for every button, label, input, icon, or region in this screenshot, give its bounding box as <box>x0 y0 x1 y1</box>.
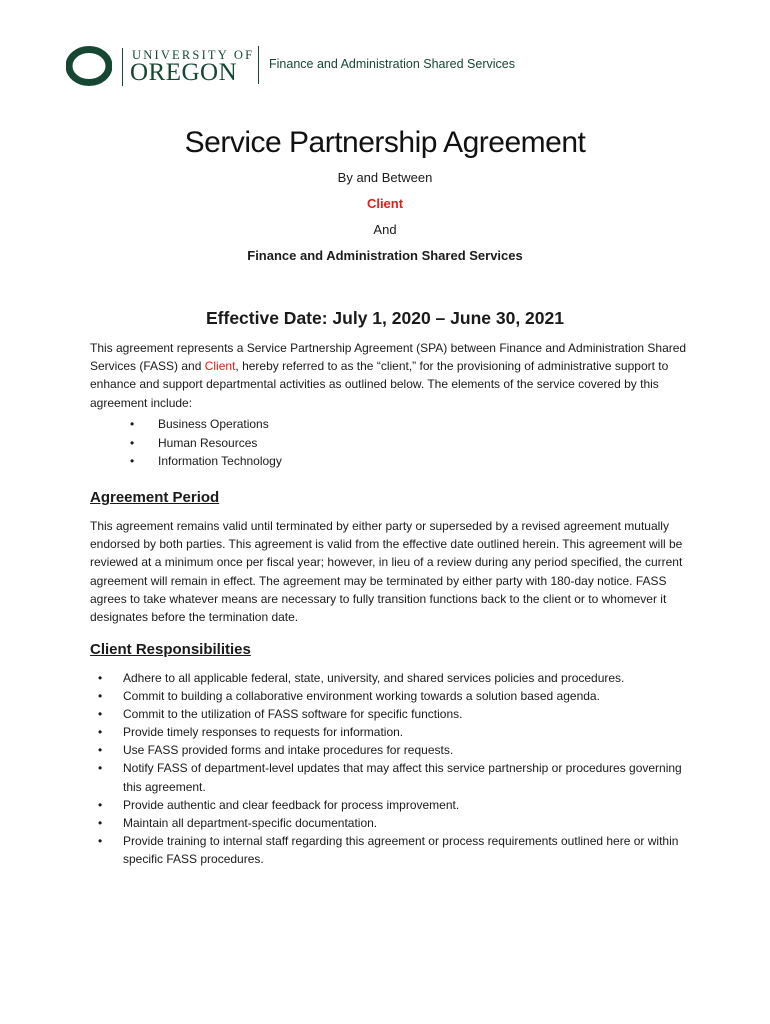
intro-text: This agreement represents a Service Partnership Agreement (SPA) between Finance and Administration Shared Services (FASS) and <box>90 341 687 374</box>
list-item: • Provide authentic and clear feedback for process improvement. <box>96 796 696 814</box>
oregon-wordmark: OREGON <box>130 59 238 86</box>
intro-text: , hereby referred to as the “client,” for the provisioning of administrative support to enhance and support departmental activities as outlined below. The elements of the service covered by this agreement include: <box>90 359 669 410</box>
list-item: • Commit to building a collaborative environment working towards a solution based agenda. <box>96 687 696 705</box>
list-item: • Maintain all department-specific documentation. <box>96 814 696 832</box>
list-item: • Use FASS provided forms and intake procedures for requests. <box>96 741 696 759</box>
and-text: And <box>373 222 397 237</box>
list-item: • Commit to the utilization of FASS software for specific functions. <box>96 705 696 723</box>
responsibilities-list <box>96 669 696 868</box>
list-item: • Adhere to all applicable federal, state, university, and shared services policies and procedures. <box>96 669 696 687</box>
second-party: Finance and Administration Shared Services <box>247 248 523 263</box>
client-inline: Client <box>204 359 236 374</box>
agreement-period-paragraph: This agreement remains valid until terminated by either party or superseded by a revised agreement mutually endorsed by both parties. This agreement is valid from the effective date outlined herein. This agreement will be reviewed at a minimum once per fiscal year; however, in lieu of a review during any period specified, the current agreement will remain in effect. The agreement may be terminated by either party with 180-day notice. FASS agrees to take whatever means are necessary to fully transition functions back to the client or to whomever it designates before the termination date. <box>90 519 683 625</box>
logo-divider <box>258 46 259 84</box>
logo-divider <box>122 48 123 86</box>
list-item: • Human Resources <box>130 434 282 453</box>
service-elements-list <box>130 415 282 471</box>
client-responsibilities-heading: Client Responsibilities <box>90 641 251 658</box>
agreement-period-heading: Agreement Period <box>90 489 220 506</box>
list-item: • Business Operations <box>130 415 282 434</box>
university-of-text: UNIVERSITY OF <box>132 48 255 62</box>
document-title: Service Partnership Agreement <box>184 126 586 159</box>
client-placeholder: Client <box>366 196 404 211</box>
department-name: Finance and Administration Shared Services <box>269 57 515 71</box>
intro-paragraph <box>90 339 690 412</box>
uo-o-logo-icon <box>66 46 112 86</box>
list-item: • Provide training to internal staff regarding this agreement or process requirements outlined here or within specific FASS procedures. <box>96 832 696 868</box>
effective-date: Effective Date: July 1, 2020 – June 30, 2021 <box>206 308 564 328</box>
by-and-between: By and Between <box>337 170 433 185</box>
list-item: • Information Technology <box>130 452 282 471</box>
list-item: • Provide timely responses to requests for information. <box>96 723 696 741</box>
list-item: • Notify FASS of department-level updates that may affect this service partnership or procedures governing this agreement. <box>96 759 696 795</box>
letterhead <box>66 44 546 88</box>
